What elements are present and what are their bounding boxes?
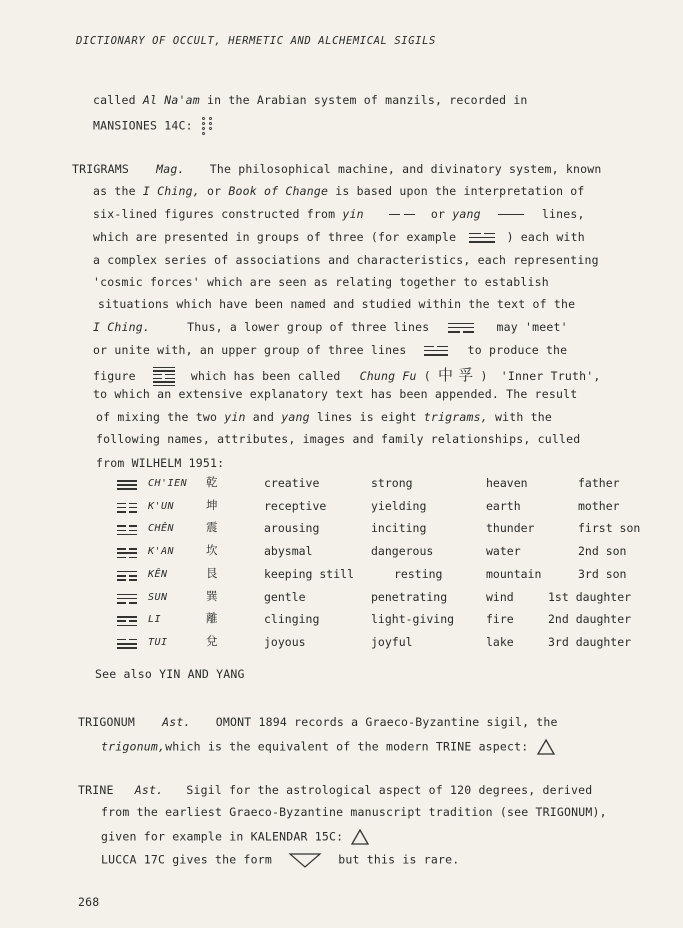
trigram-family: 3rd son [578,566,627,581]
text: Sigil for the astrological aspect of 120 degrees, derived [186,783,593,797]
trigram-char: 離 [206,611,218,626]
mansion-dots-sigil [202,117,213,135]
italic-term: I Ching, [142,184,200,198]
entry-tag: Ast. [134,783,164,797]
trigrams-line-13: following names, attributes, images and family relationships, culled [96,432,581,446]
trigonum-line-1 [78,715,558,729]
italic-term: trigrams, [423,410,488,424]
trigram-attr: joyous [264,634,306,649]
trigram-name: SUN [148,591,168,603]
trine-line-3 [101,828,370,846]
italic-term: Chung Fu [359,369,417,383]
inverted-triangle-icon [287,851,323,869]
text: MANSIONES 14C: [93,118,193,133]
trigrams-line-12 [96,410,552,424]
see-also: See also YIN AND YANG [95,667,245,681]
lower-trigram-icon [448,323,474,333]
trigram-char: 兌 [206,633,218,648]
trigram-char: 坎 [206,543,218,558]
trigram-attr: clinging [264,612,320,627]
trigram-name: KÊN [148,568,168,580]
text: six-lined figures constructed from [93,207,343,221]
trigram-name: K'AN [148,546,175,558]
italic-term: trigonum, [101,739,166,754]
trigram-char: 坤 [206,497,218,512]
trigram-attr: creative [264,476,320,490]
trine-line-4 [101,851,459,869]
trigram-name: K'UN [148,500,175,512]
trine-triangle-icon [350,828,370,846]
trine-triangle-icon [536,738,556,756]
trigram-row [0,499,683,519]
text: lines, [541,207,585,221]
trigram-icon [117,594,137,604]
trigram-icon [117,503,137,513]
text: with the [487,410,552,424]
trigram-family: father [578,476,620,490]
text: may 'meet' [496,320,568,334]
text: ( [423,369,431,383]
trigram-row [0,612,683,632]
text: ) each with [506,230,585,244]
italic-term: Al Na'am [142,93,200,107]
trigram-quality: inciting [371,521,427,536]
text: or [199,184,229,198]
trigram-image: mountain [486,566,542,581]
trigram-family: 2nd daughter [548,612,632,627]
entry-head: TRIGONUM [78,715,135,729]
text: or [430,207,453,221]
trigrams-line-5: a complex series of associations and characteristics, each representing [93,253,599,267]
text: of mixing the two [96,410,225,424]
trigram-image: heaven [486,476,528,490]
trigrams-line-8 [93,320,568,334]
text: lines is eight [309,410,424,424]
text: which has been called [190,369,341,383]
text: 'Inner Truth', [500,369,601,383]
trigram-char: 震 [206,520,218,535]
trigram-quality: joyful [371,634,413,649]
text: called [93,93,143,107]
trigram-quality: light-giving [371,612,455,627]
trigram-icon [117,548,137,558]
text: which is the equivalent of the modern TRINE aspect: [165,739,529,754]
entry-tag: Mag. [156,162,185,176]
trigram-attr: abysmal [264,544,313,559]
running-header: DICTIONARY OF OCCULT, HERMETIC AND ALCHEMICAL SIGILS [76,35,436,47]
trigram-row [0,567,683,587]
upper-trigram-icon [424,346,448,356]
text: to produce the [467,343,568,357]
text: given for example in KALENDAR 15C: [101,829,344,844]
text: LUCCA 17C gives the form [101,852,272,867]
trigrams-line-4 [93,230,585,244]
trigram-quality: penetrating [371,589,448,604]
trigrams-line-6: 'cosmic forces' which are seen as relating together to establish [93,275,549,289]
trigram-quality: resting [394,566,443,581]
italic-term: yin [224,410,246,424]
trigrams-line-10 [93,364,600,387]
trigram-name: CH'IEN [148,478,188,489]
text: ) [480,369,488,383]
trigram-example-icon [469,233,495,243]
trigram-icon [117,639,137,649]
trigrams-line-2 [93,184,585,198]
trigram-attr: arousing [264,521,320,536]
trigonum-line-2 [101,738,556,756]
page-number: 268 [78,895,100,909]
text: in the Arabian system of manzils, recorded in [199,93,528,107]
trine-line-2: from the earliest Graeco-Byzantine manuscript tradition (see TRIGONUM), [101,805,607,819]
trine-line-1 [78,783,592,797]
trigram-image: lake [486,634,514,649]
trigram-char: 乾 [206,475,218,489]
trigram-row [0,635,683,655]
trigrams-line-11: to which an extensive explanatory text has been appended. The result [93,387,578,401]
trigrams-line-3 [93,207,585,221]
trigram-attr: receptive [264,498,327,513]
trigram-icon [117,571,137,581]
trigrams-line-7: situations which have been named and studied within the text of the [98,297,576,311]
trigram-name: LI [148,614,162,626]
prev-entry-line-2 [93,117,213,135]
trigram-image: water [486,544,521,559]
text: which are presented in groups of three (for example [93,230,457,244]
yang-line-icon [498,214,524,215]
trigram-row [0,544,683,564]
trigram-icon [117,480,137,490]
italic-term: I Ching. [93,320,150,334]
text: The philosophical machine, and divinatory system, known [209,162,602,176]
italic-term: yin [342,207,364,221]
trigram-attr: gentle [264,589,306,604]
yin-line-icon [389,214,415,215]
trigram-attr: keeping still [264,566,355,581]
text: or unite with, an upper group of three lines [93,343,407,357]
text: as the [93,184,143,198]
trigram-image: earth [486,498,521,513]
chinese-characters: 中 孚 [437,366,474,384]
trigram-table [0,476,683,656]
italic-term: yang [281,410,310,424]
trigram-char: 艮 [206,565,218,580]
entry-head: TRINE [78,783,114,797]
trigram-image: thunder [486,521,535,536]
chung-fu-hexagram-icon [153,367,175,387]
text: Thus, a lower group of three lines [187,320,430,334]
entry-head: TRIGRAMS [72,162,129,176]
trigram-icon [117,616,137,626]
trigram-quality: yielding [371,498,427,513]
text: but this is rare. [338,852,460,867]
trigram-icon [117,525,137,535]
trigram-family: 2nd son [578,544,627,559]
trigram-family: 1st daughter [548,589,632,604]
trigram-image: wind [486,589,514,604]
italic-term: Book of Change [228,184,329,198]
trigrams-line-1 [72,162,602,176]
trigram-row [0,590,683,610]
text: is based upon the interpretation of [328,184,585,198]
trigram-row [0,476,683,496]
text: and [245,410,282,424]
italic-term: yang [452,207,481,221]
trigram-image: fire [486,612,514,627]
prev-entry-line-1 [93,93,528,107]
trigrams-line-9 [93,343,567,357]
trigram-quality: strong [371,476,413,490]
text: figure [93,369,136,383]
trigram-family: first son [578,521,641,536]
trigram-family: 3rd daughter [548,634,632,649]
trigram-row [0,521,683,541]
trigram-name: CHÊN [148,523,175,535]
trigrams-line-14: from WILHELM 1951: [96,456,225,470]
entry-tag: Ast. [162,715,191,729]
trigram-quality: dangerous [371,544,434,559]
trigram-char: 巽 [206,588,218,603]
trigram-name: TUI [148,636,168,648]
text: OMONT 1894 records a Graeco-Byzantine sigil, the [215,715,558,729]
trigram-family: mother [578,498,620,513]
